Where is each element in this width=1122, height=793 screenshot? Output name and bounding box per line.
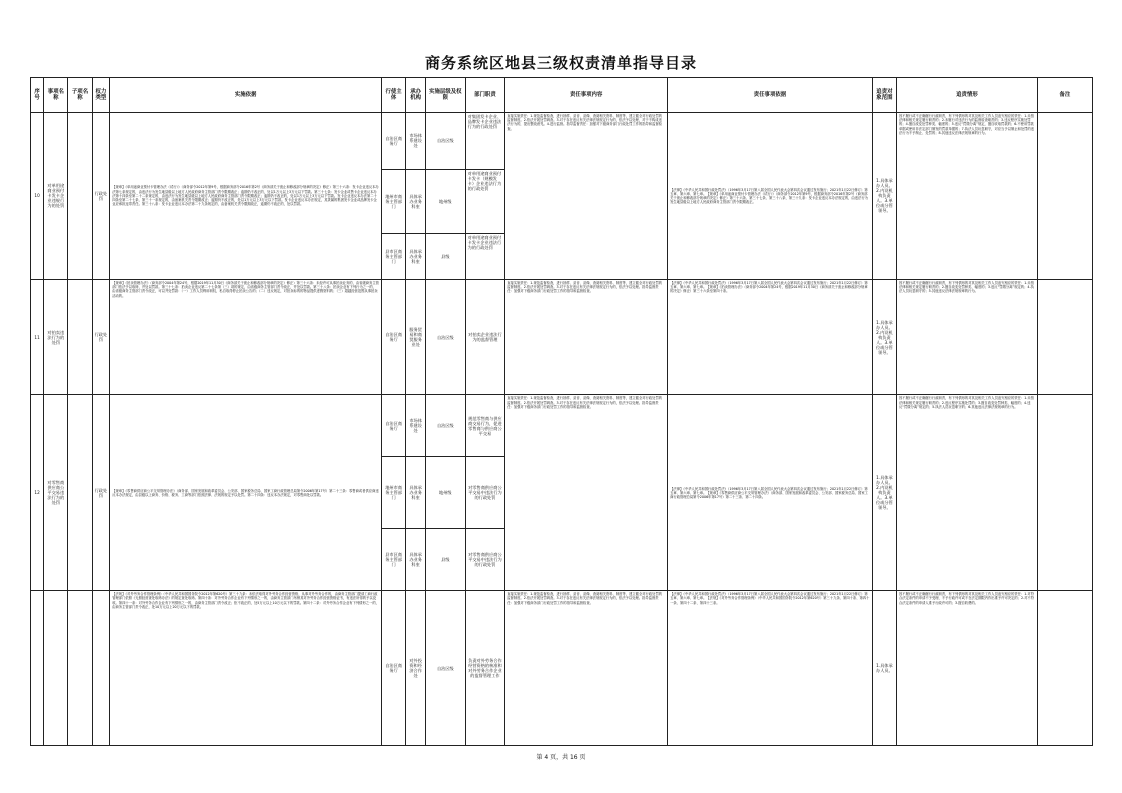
subitem-cell [68,591,92,746]
remark-cell [1037,591,1092,746]
subitem-cell [68,395,92,591]
resp-basis-cell: 【法律】《中华人民共和国行政处罚法》（1996年3月17日第八届全国人民代表大会第四次会议通过发布施行；2021年1月22日修订）第五章、第六章、第七章。【规章】《单用途商业预付卡管理办法（试行）》（商务部令2012年第9号，根据商务部令2016年第2号《商务部关于废止和修改部分规章的决定》修正）第三十六条、第三十七条、第三十八条、第三十九条：发卡企业违反本办法规定的，由违法行为发生地县级以上地方人民政府商务主管部门责令限期改正。 [668,113,873,280]
header-cell: 实施依据 [110,78,382,113]
org-cell: 对外投资和经济合作处 [406,591,426,746]
responsibility-table [30,77,1093,746]
org-cell: 具体承办业务科室 [406,457,426,529]
item-name-cell: 对单用途商业预付卡发卡企业违规行为的处罚 [44,113,68,280]
org-cell: 市场体系建设处 [406,395,426,457]
page-title: 商务系统区地县三级权责清单指导目录 [424,54,697,72]
header-cell: 部门职责 [465,78,505,113]
basis-cell: 【规章】《拍卖管理办法》（商务部令2004年第24号，根据2019年11月30日《商务部关于废止和修改部分规章的决定》修正）第三十六条：未经许可从事拍卖业务的，由省级商务主管部门依法予以取缔，并处以罚款。第三十七条：拍卖企业违反第二十七条第（三）项的规定，由省级商务主管部门责令改正，并处以罚款。第三十八条：拍卖企业有下列行为之一的，由省级商务主管部门责令改正，可以并处罚款：（一）工作人员利用职权，私自取得停止拍卖公告的；（二）违反规定，对拍卖标的的物品提供虚假资料的；（三）超越经营范围从事拍卖活动的。 [110,279,382,394]
org-cell: 服务贸易和商贸服务业处 [406,279,426,394]
level-cell: 地州级 [426,169,466,233]
level-cell: 自治区级 [426,279,466,394]
seq-cell [31,591,44,746]
remark-cell [1037,113,1092,280]
subitem-cell [68,279,92,394]
seq-cell: 10 [31,113,44,280]
level-cell: 自治区级 [426,395,466,457]
org-cell: 具体承办业务科室 [406,233,426,279]
power-type-cell: 行政处罚 [92,113,110,280]
remark-cell [1037,395,1092,591]
resp-basis-cell: 【法律】《中华人民共和国行政处罚法》（1996年3月17日第八届全国人民代表大会第四次会议通过发布施行；2021年1月22日修订）第五章、第六章、第七章。【法规】《对外劳务合作管理条例》（中华人民共和国国务院令2012年第620号）第三十九条、第四十条、第四十一条、第四十二条、第四十三条。 [668,591,873,746]
header-cell: 权力类型 [92,78,110,113]
subitem-cell [68,113,92,280]
accountable-cell: 1.具体承办人员。2.内设机构负责人。3.单位或分管领导。 [872,395,896,591]
level-cell: 自治区级 [426,591,466,746]
table-row [31,279,1093,394]
header-cell: 序号 [31,78,44,113]
header-cell: 子项名称 [68,78,92,113]
subject-duty-cell: 对拍卖企业违法行为的监督管理 [465,279,505,394]
situations-cell: 因不履行或不正确履行行政职责，有下列情形的对其及相关工作人员追究相应的责任：1.对符合法定条件的申请不予受理、不予行政许可或不在法定期限内作出准予许可决定的；2.对不符合法定条件的申请人准予行政许可的；3.擅自收费的。 [897,591,1038,746]
resp-content-cell: 直接实施责任：1.规范监督检查，进行抽样、录音、录像、查阅相关资料、制度等，建立健全对行政处罚的监督制度。2.依法开展处罚调查。3.对于存在违反有关法律法规规定行为的，依法予以处理，对于不构成违法行为的，提出整改意见。4.进行监督。指导监督责任：加强对下级商务部门行政处罚工作的指导和监督检查。 [505,113,668,280]
header-cell: 备注 [1037,78,1092,113]
seq-cell: 11 [31,279,44,394]
header-cell: 行使主体 [382,78,406,113]
subject-cell: 自治区商务厅 [382,591,406,746]
level-cell: 县级 [426,233,466,279]
header-cell: 追责对象范围 [872,78,896,113]
header-cell: 承办机构 [406,78,426,113]
power-type-cell: 行政处罚 [92,279,110,394]
situations-cell: 因不履行或不正确履行行政职责，有下列情形的对其及相关工作人员追究相应的责任：1.未按法律和相关规定履行职责的；2.违反程序实施处罚的；3.擅自改变处罚种类、幅度的；4.违反“罚缴分离”规定的；5.执法人员玩忽职守的；6.其他违反法律法规规章的行为。 [897,395,1038,591]
power-type-cell [92,591,110,746]
basis-cell: 【规章】《零售商供应商公平交易管理办法》（商务部、国家发展和改革委员会、公安部、国家税务总局、国家工商行政管理总局第令2006年第17号）第二十三条：零售商或者供应商违反本办法规定，由县级以上商务、价格、税务、工商等部门依照法律、法规的规定予以处罚。第二十四条：违反本办法规定，对零售商处以罚款。 [110,395,382,591]
subject-duty-cell: 对单用途商业预付卡发卡企业违法行为的行政处罚 [465,233,505,279]
basis-cell: 【法规】《对外劳务合作管理条例》（中华人民共和国国务院令2012年第620号）第三十九条：未依法取得对外劳务合作经营资格，从事对外劳务合作的，由商务主管部门提请工商行政管理部门依照《无照经营查处取缔办法》的规定查处取缔。第四十条：对外劳务合作企业有下列情形之一的，由商务主管部门吊销其对外劳务合作经营资格证书，有违法所得的予以没收。第四十一条：对外劳务合作企业有下列情形之一的，由商务主管部门责令改正；拒不改正的，处5万元以上10万元以下的罚款。第四十二条：对外劳务合作企业有下列情形之一的，由商务主管部门责令改正，处10万元以上20万元以下的罚款。 [110,591,382,746]
subject-cell: 自治区商务厅 [382,395,406,457]
subject-cell: 地州市商务主管部门 [382,169,406,233]
basis-cell: 【规章】《单用途商业预付卡管理办法（试行）》（商务部令2012年第9号，根据商务部令2016年第2号《商务部关于废止和修改部分规章的决定》修正）第三十六条：发卡企业违反本办法第七条规定的，由违法行为发生地县级以上地方人民政府商务主管部门责令限期改正；逾期仍不改正的，处以1万元以上3万元以下罚款。第三十七条：发卡企业或售卡企业违反本办法第十四条至第二十二条规定的，由违法行为发生地县级以上地方人民政府商务主管部门责令限期改正；逾期仍不改正的，处以1万元以上3万元以下罚款。发卡企业违反本办法第二十四条至第二十七条、第三十一条规定的，由备案机关责令限期改正；逾期仍不改正的，处以1万元以上3万元以下罚款。发卡企业违反本办法规定，其隶属的集团发卡企业或品牌发卡企业应承担连带责任。第三十八条：发卡企业违反本办法第二十九条规定的，由备案机关责令限期改正，逾期仍不改正的，处以罚款。 [110,113,382,280]
level-cell: 自治区级 [426,113,466,170]
level-cell: 县级 [426,529,466,591]
item-name-cell: 对拍卖违法行为的处罚 [44,279,68,394]
seq-cell: 12 [31,395,44,591]
accountable-cell: 1.具体承办人员。2.内设机构负责人。3.单位或分管领导。 [872,279,896,394]
item-name-cell [44,591,68,746]
level-cell: 地州级 [426,457,466,529]
resp-content-cell: 直接实施责任：1.规范监督检查，进行抽样、录音、录像、查阅相关资料、制度等，建立健全对行政处罚的监督制度。2.依法开展处罚调查。3.对于存在违反有关法律法规规定行为的，依法予以处理。指导监督责任：加强对下级商务部门行政处罚工作的指导和监督检查。 [505,395,668,591]
power-type-cell: 行政处罚 [92,395,110,591]
header-cell: 追责情形 [897,78,1038,113]
subject-cell: 县市区商务主管部门 [382,233,406,279]
accountable-cell: 1.具体承办人员。2.内设机构负责人。3.单位或分管领导。 [872,113,896,280]
page-number: 第 4 页，共 16 页 [536,754,586,761]
resp-basis-cell: 【法律】《中华人民共和国行政处罚法》（1996年3月17日第八届全国人民代表大会第四次会议通过发布施行；2021年1月22日修订）第五章、第六章、第七章。【规章】《零售商供应商公平交易管理办法》（商务部、国家发展和改革委员会、公安部、国家税务总局、国家工商行政管理总局第令2006年第17号）第二十三条、第二十四条。 [668,395,873,591]
subject-cell: 自治区商务厅 [382,279,406,394]
header-cell: 实施层级及权限 [426,78,466,113]
subject-duty-cell: 对零售商供应商公平交易中违法行为的行政处罚 [465,457,505,529]
remark-cell [1037,279,1092,394]
header-cell: 责任事项内容 [505,78,668,113]
resp-basis-cell: 【法律】《中华人民共和国行政处罚法》（1996年3月17日第八届全国人民代表大会第四次会议通过发布施行；2021年1月22日修订）第五章、第六章、第七章。【规章】《拍卖管理办法》（商务部令2004年第24号，根据2019年11月30日《商务部关于废止和修改部分规章的决定》修正）第三十六条至第四十条。 [668,279,873,394]
accountable-cell: 1.具体承办人员。 [872,591,896,746]
subject-cell: 县市区商务主管部门 [382,529,406,591]
subject-cell: 地州市商务主管部门 [382,457,406,529]
item-name-cell: 对零售商供应商公平交易违法行为的处罚 [44,395,68,591]
header-row [31,78,1093,113]
table-row [31,113,1093,170]
situations-cell: 因不履行或不正确履行行政职责，有下列情形的对其及相关工作人员追究相应的责任：1.未按法律和相关规定履行职责的；2.未履行对违法行为的监督检查职责的；3.违反程序实施处罚的；4.擅自改变处罚种类、幅度的；5.违反“罚缴分离”规定，擅自收取罚款的；6.不使用罚款单据或使用非法定部门制发的罚款单据的；7.执法人员玩忽职守，对应当予以制止和处罚的违法行为不予制止、处罚的；8.其他违反法律法规规章的行为。 [897,113,1038,280]
subject-cell: 自治区商务厅 [382,113,406,170]
org-cell: 具体承办业务科室 [406,169,426,233]
subject-duty-cell: 规范零售商与供应商交易行为，促进零售商与供应商公平交易 [465,395,505,457]
subject-duty-cell: 对单用途商业预付卡发卡（规模发卡）企业违法行为的行政处罚 [465,169,505,233]
org-cell: 市场体系建设处 [406,113,426,170]
resp-content-cell: 直接实施责任：1.规范监督检查，进行抽样、录音、录像、查阅相关资料、制度等，建立健全对行政处罚的监督制度。2.依法开展处罚调查。3.对于存在违反有关法律法规规定行为的，依法予以处理。指导监督责任：加强对下级商务部门行政处罚工作的指导和监督检查。 [505,279,668,394]
org-cell: 具体承办业务科室 [406,529,426,591]
situations-cell: 因不履行或不正确履行行政职责，有下列情形的对其及相关工作人员追究相应的责任：1.未按法律和相关规定履行职责的；2.擅自改变处罚种类、幅度的；3.违反“罚缴分离”规定的；4.执法人员玩忽职守的；5.其他违反法律法规规章的行为。 [897,279,1038,394]
header-cell: 责任事项依据 [668,78,873,113]
header-cell: 事项名称 [44,78,68,113]
subject-duty-cell: 对集团发卡企业、品牌发卡企业违法行为的行政处罚 [465,113,505,170]
subject-duty-cell: 对零售商供应商公平交易中违法行为的行政处罚 [465,529,505,591]
subject-duty-cell: 负责对外劳务合作经营资格的核准和对外劳务合作企业的监督管理工作 [465,591,505,746]
table-row [31,395,1093,457]
resp-content-cell: 直接实施责任：1.规范监督检查，进行抽样、录音、录像、查阅相关资料、制度等，建立健全对行政处罚的监督制度。2.依法开展处罚调查。3.对于存在违反有关法律法规规定行为的，依法予以处理。指导监督责任：加强对下级商务部门行政处罚工作的指导和监督检查。 [505,591,668,746]
table-row [31,591,1093,746]
